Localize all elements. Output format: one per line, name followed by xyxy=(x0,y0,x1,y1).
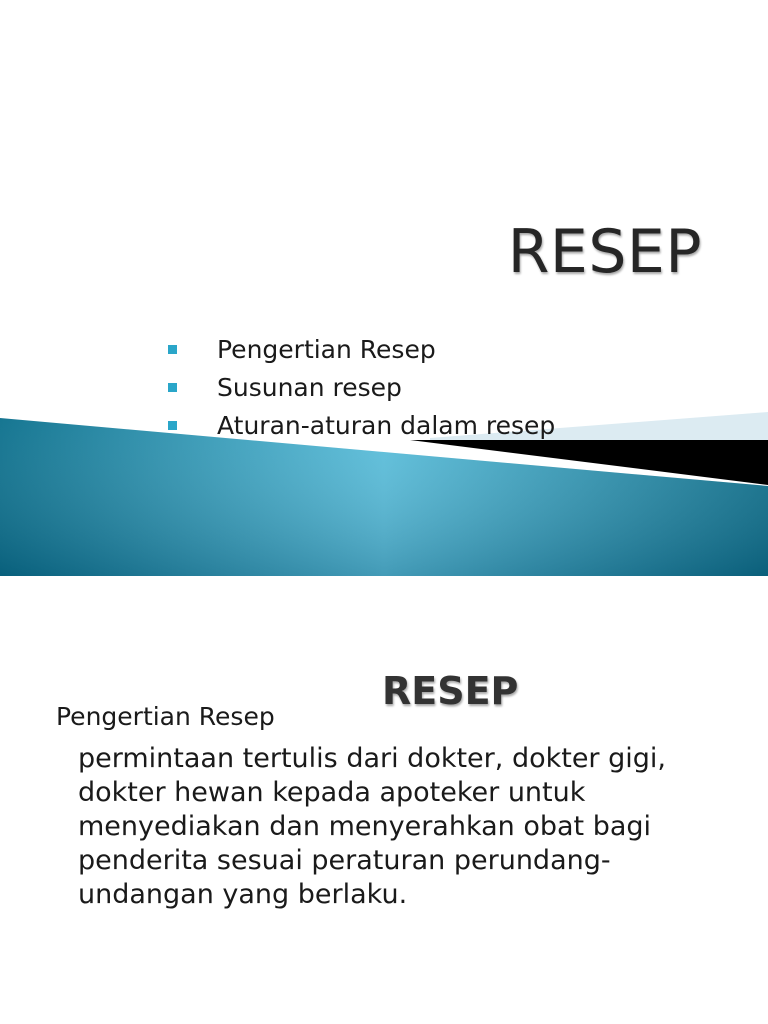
definition-line: permintaan tertulis dari dokter, dokter gigi, xyxy=(78,743,666,774)
definition-line: menyediakan dan menyerahkan obat bagi xyxy=(78,811,652,842)
bullet-item xyxy=(168,406,555,444)
definition-line: penderita sesuai peraturan perundang- xyxy=(78,845,611,876)
bullet-item xyxy=(168,368,555,406)
section-heading: Pengertian Resep xyxy=(56,702,275,731)
square-bullet-icon xyxy=(168,345,177,354)
square-bullet-icon xyxy=(168,383,177,392)
bullet-item xyxy=(168,330,555,368)
bullet-text: Pengertian Resep xyxy=(217,334,436,364)
definition-line: dokter hewan kepada apoteker untuk xyxy=(78,777,586,808)
definition-line: undangan yang berlaku. xyxy=(78,879,408,910)
bullet-text: Susunan resep xyxy=(217,372,402,402)
square-bullet-icon xyxy=(168,421,177,430)
slide-title: RESEP xyxy=(382,669,519,713)
bullet-list xyxy=(168,330,555,444)
bullet-text: Aturan-aturan dalam resep xyxy=(217,410,556,440)
slide-title: RESEP xyxy=(507,217,702,287)
definition-text xyxy=(78,742,738,912)
definition-slide xyxy=(0,576,768,1024)
